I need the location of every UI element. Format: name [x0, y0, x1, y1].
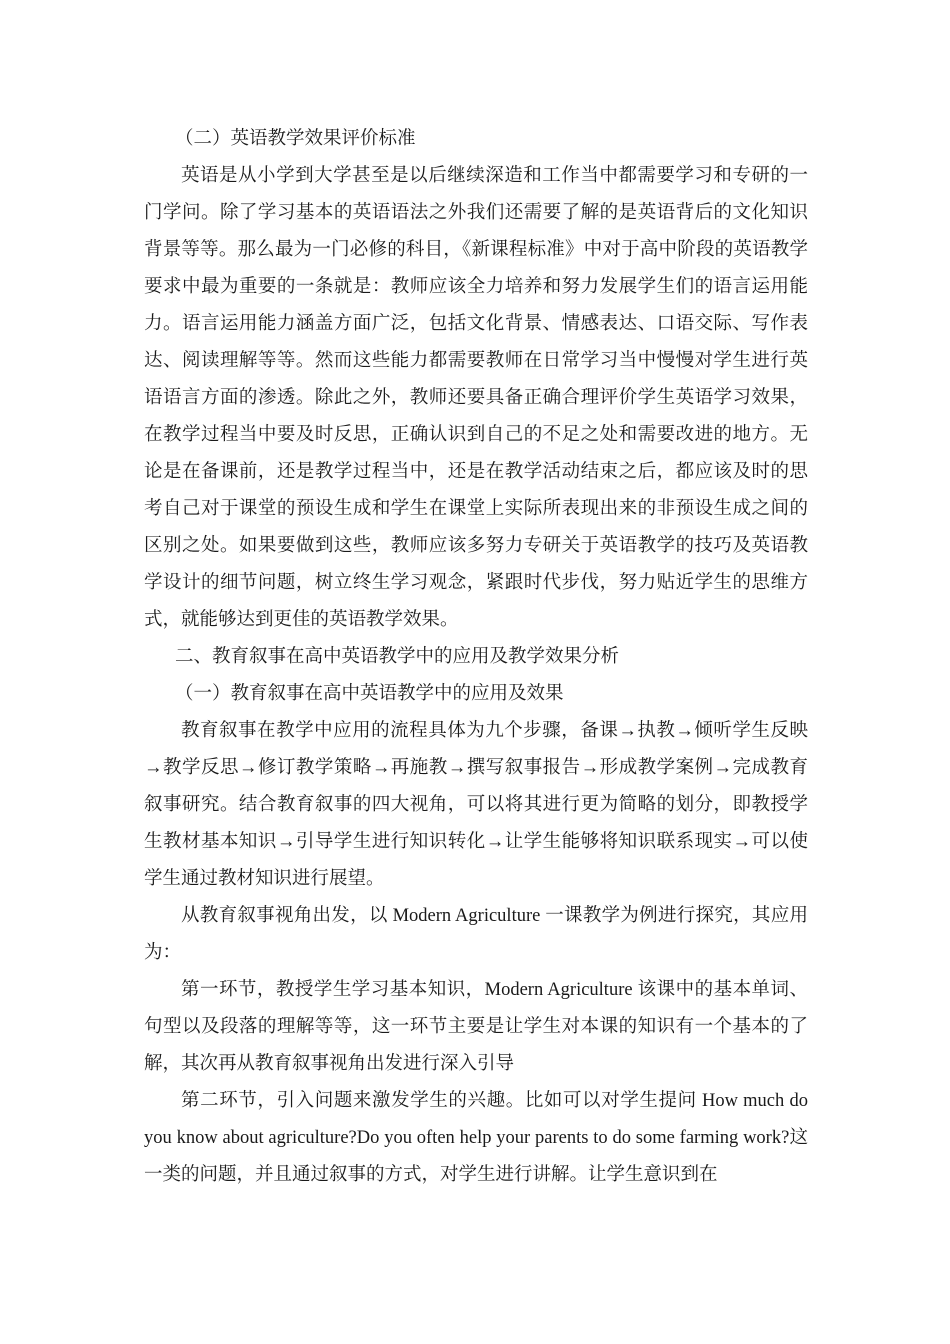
- paragraph-narrative-process: 教育叙事在教学中应用的流程具体为九个步骤，备课→执教→倾听学生反映→教学反思→修订教学策略→再施教→撰写叙事报告→形成教学案例→完成教育叙事研究。结合教育叙事的四大视角，可以将其进行更为简略的划分，即教授学生教材基本知识→引导学生进行知识转化→让学生能够将知识联系现实→可以使学生通过教材知识进行展望。: [144, 721, 808, 889]
- paragraph-modern-agriculture-intro: 从教育叙事视角出发，以 Modern Agriculture 一课教学为例进行探究，其应用为：: [144, 906, 808, 963]
- chapter-heading-2: 二、教育叙事在高中英语教学中的应用及教学效果分析: [175, 647, 620, 667]
- document-body: [144, 121, 808, 1194]
- paragraph-step-two: 第二环节，引入问题来激发学生的兴趣。比如可以对学生提问 How much do you know about agriculture?Do you often help your parents to do some farming work?这一类的问题，并且通过叙事的方式，对学生进行讲解。让学生意识到在: [144, 1091, 808, 1185]
- section-heading-2: （二）英语教学效果评价标准: [175, 129, 416, 149]
- paragraph-step-one: 第一环节，教授学生学习基本知识，Modern Agriculture 该课中的基本单词、句型以及段落的理解等等，这一环节主要是让学生对本课的知识有一个基本的了解，其次再从教育叙事视角出发进行深入引导: [144, 980, 808, 1074]
- paragraph-evaluation-standard: 英语是从小学到大学甚至是以后继续深造和工作当中都需要学习和专研的一门学问。除了学习基本的英语语法之外我们还需要了解的是英语背后的文化知识背景等等。那么最为一门必修的科目，《新课程标准》中对于高中阶段的英语教学要求中最为重要的一条就是：教师应该全力培养和努力发展学生们的语言运用能力。语言运用能力涵盖方面广泛，包括文化背景、情感表达、口语交际、写作表达、阅读理解等等。然而这些能力都需要教师在日常学习当中慢慢对学生进行英语语言方面的渗透。除此之外，教师还要具备正确合理评价学生英语学习效果，在教学过程当中要及时反思，正确认识到自己的不足之处和需要改进的地方。无论是在备课前，还是教学过程当中，还是在教学活动结束之后，都应该及时的思考自己对于课堂的预设生成和学生在课堂上实际所表现出来的非预设生成之间的区别之处。如果要做到这些，教师应该多努力专研关于英语教学的技巧及英语教学设计的细节问题，树立终生学习观念，紧跟时代步伐，努力贴近学生的思维方式，就能够达到更佳的英语教学效果。: [144, 166, 808, 630]
- section-heading-1: （一）教育叙事在高中英语教学中的应用及效果: [175, 684, 564, 704]
